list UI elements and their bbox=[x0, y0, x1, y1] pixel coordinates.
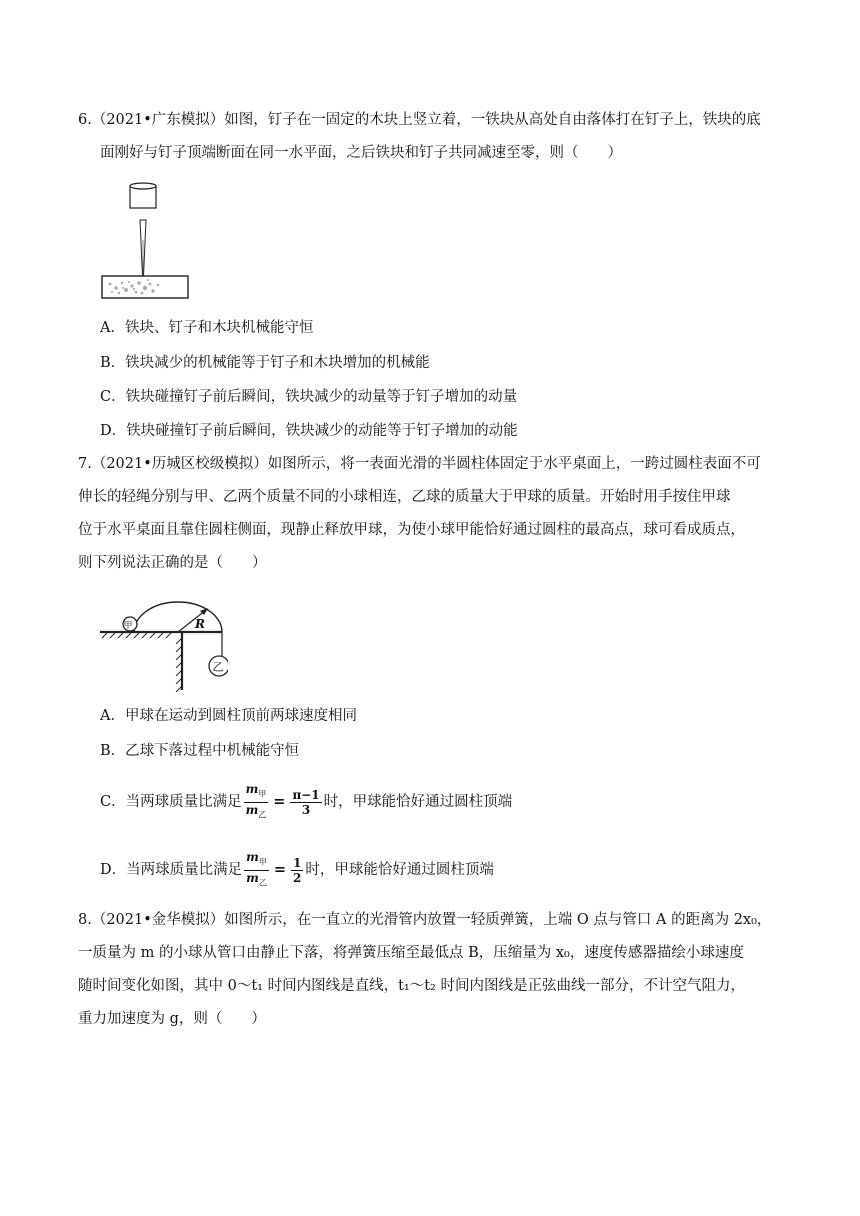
question-7-stem-line3: 位于水平桌面且靠住圆柱侧面，现静止释放甲球，为使小球甲能恰好通过圆柱的最高点，球可看成质点， bbox=[78, 522, 745, 538]
iron-block-icon bbox=[130, 183, 156, 208]
question-8-stem-line3: 随时间变化如图，其中 0～t₁ 时间内图线是直线，t₁～t₂ 时间内图线是正弦曲线一部分，不计空气阻力， bbox=[78, 978, 745, 994]
q7-option-c-suffix: 时，甲球能恰好通过圆柱顶端 bbox=[323, 794, 513, 810]
question-8-stem-line1: 8.（2021•金华模拟）如图所示，在一直立的光滑管内放置一轻质弹簧，上端 O 点与管口 A 的距离为 2x₀， bbox=[78, 912, 772, 928]
q7-option-d-suffix: 时，甲球能恰好通过圆柱顶端 bbox=[305, 862, 494, 878]
q7-option-d[interactable]: D．当两球质量比满足 $\frac{m_甲}{m_乙}$ = $\frac{1}{2}$ 时，甲球能恰好通过圆柱顶端 bbox=[100, 848, 494, 892]
q7-option-a[interactable]: A．甲球在运动到圆柱顶前两球速度相同 bbox=[100, 708, 357, 724]
ratio-value-c: $\frac{\pi-1}{3}$ bbox=[292, 787, 320, 817]
mass-ratio-fraction: $\frac{m_甲}{m_乙}$ bbox=[245, 782, 267, 819]
nail-block-figure bbox=[98, 180, 192, 300]
radius-label: R bbox=[195, 617, 205, 631]
question-8-stem-line2: 一质量为 m 的小球从管口由静止下落，将弹簧压缩至最低点 B，压缩量为 x₀，速度传感器描绘小球速度 bbox=[78, 945, 744, 961]
ball-a-label: 甲 bbox=[123, 621, 133, 631]
ratio-value-d: $\frac{1}{2}$ bbox=[292, 855, 302, 885]
q7-option-b[interactable]: B．乙球下落过程中机械能守恒 bbox=[100, 743, 300, 759]
question-6-stem-line1: 6.（2021•广东模拟）如图，钉子在一固定的木块上竖立着，一铁块从高处自由落体打在钉子上，铁块的底 bbox=[78, 112, 761, 128]
question-7-stem-line4: 则下列说法正确的是（ ） bbox=[78, 555, 267, 571]
question-7 bbox=[78, 448, 790, 580]
half-cylinder-figure bbox=[98, 600, 228, 692]
q6-option-b[interactable]: B．铁块减少的机械能等于钉子和木块增加的机械能 bbox=[100, 355, 430, 371]
q7-option-c[interactable]: C．当两球质量比满足 $\frac{m_甲}{m_乙}$ = $\frac{\pi-1}{3}$ 时，甲球能恰好通过圆柱顶端 bbox=[100, 780, 512, 824]
q7-option-d-prefix: D．当两球质量比满足 bbox=[100, 862, 243, 878]
question-8 bbox=[78, 904, 790, 1036]
question-6 bbox=[78, 104, 790, 170]
q7-option-c-prefix: C．当两球质量比满足 bbox=[100, 794, 242, 810]
ball-b-label: 乙 bbox=[212, 660, 224, 674]
question-8-stem-line4: 重力加速度为 g，则（ ） bbox=[78, 1011, 266, 1027]
question-7-stem-line1: 7.（2021•历城区校级模拟）如图所示，将一表面光滑的半圆柱体固定于水平桌面上，一跨过圆柱表面不可 bbox=[78, 456, 761, 472]
q6-option-d[interactable]: D．铁块碰撞钉子前后瞬间，铁块减少的动能等于钉子增加的动能 bbox=[100, 423, 518, 439]
q6-option-a[interactable]: A．铁块、钉子和木块机械能守恒 bbox=[100, 320, 314, 336]
nail-icon bbox=[140, 220, 146, 276]
question-6-stem-line2: 面刚好与钉子顶端断面在同一水平面，之后铁块和钉子共同减速至零，则（ ） bbox=[100, 145, 622, 161]
wood-block-icon bbox=[102, 276, 188, 298]
mass-ratio-fraction: $\frac{m_甲}{m_乙}$ bbox=[246, 850, 267, 887]
question-7-stem-line2: 伸长的轻绳分别与甲、乙两个质量不同的小球相连，乙球的质量大于甲球的质量。开始时用手按住甲球 bbox=[78, 489, 731, 505]
q6-option-c[interactable]: C．铁块碰撞钉子前后瞬间，铁块减少的动量等于钉子增加的动量 bbox=[100, 389, 518, 405]
half-cylinder-icon bbox=[134, 602, 222, 632]
